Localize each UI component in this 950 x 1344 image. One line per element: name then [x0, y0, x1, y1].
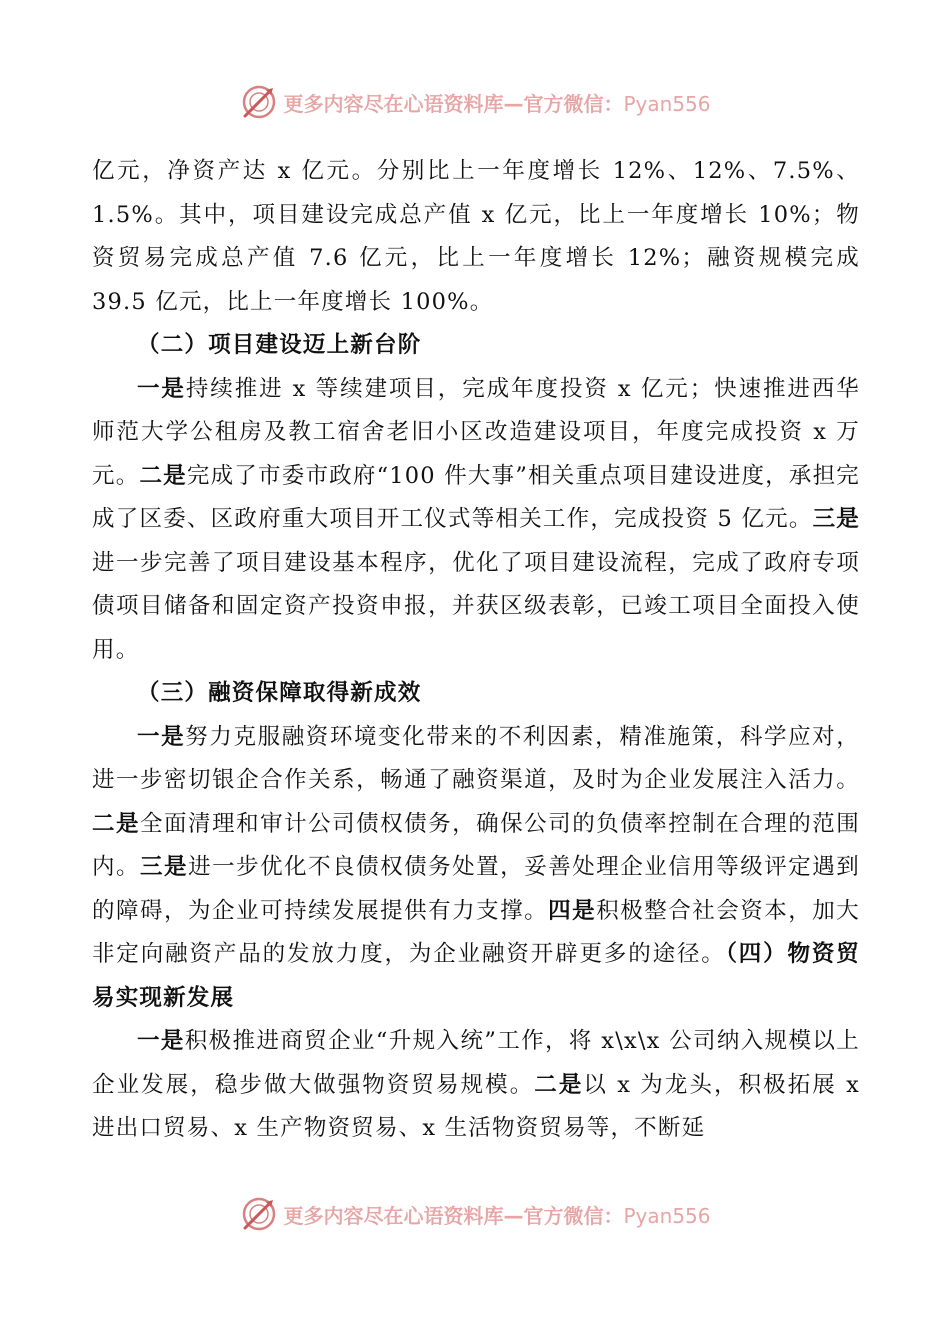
- lead-phrase: 一是: [137, 1028, 185, 1054]
- document-body: [92, 150, 860, 1151]
- paragraph-section-4: [92, 1020, 860, 1151]
- paragraph-section-2: [92, 368, 860, 673]
- body-text: 持续推进 x 等续建项目，完成年度投资 x 亿元；快速推进西华师范大学公租房及教工宿舍老旧小区改造建设项目，年度完成投资 x 万元。: [92, 375, 860, 489]
- wechat-id: Pyan556: [623, 91, 711, 116]
- lead-phrase: 二是: [92, 810, 141, 837]
- lead-phrase: 二是: [534, 1071, 584, 1098]
- lead-phrase: 四是: [548, 897, 597, 924]
- body-text: 以 x 为龙头，积极拓展 x 进出口贸易、x 生产物资贸易、x 生活物资贸易等，不断延: [92, 1071, 860, 1141]
- lead-phrase: 一是: [137, 723, 186, 750]
- body-text: 进一步优化不良债权债务处置，妥善处理企业信用等级评定遇到的障碍，为企业可持续发展提供有力支撑。: [92, 854, 861, 924]
- section-heading-4: （四）物资贸易实现新发展: [92, 941, 860, 1011]
- lead-phrase: 三是: [812, 506, 860, 532]
- wechat-id: Pyan556: [623, 1203, 711, 1228]
- body-text: 积极整合社会资本，加大非定向融资产品的发放力度，为企业融资开辟更多的途径。: [92, 897, 860, 967]
- footer-watermark: [0, 1192, 950, 1236]
- lead-phrase: 一是: [137, 375, 186, 402]
- body-text: 完成了市委市政府“100 件大事”相关重点项目建设进度，承担完成了区委、区政府重大项目开工仪式等相关工作，完成投资 5 亿元。: [92, 462, 861, 532]
- watermark-text: 更多内容尽在心语资料库—官方微信：: [283, 91, 624, 116]
- paragraph-summary: 亿元，净资产达 x 亿元。分别比上一年度增长 12%、12%、7.5%、1.5%。其中，项目建设完成总产值 x 亿元，比上一年度增长 10%；物资贸易完成总产值 7.6 亿元，比上一年度增长 12%；融资规模完成 39.5 亿元，比上一年度增长 100%。: [92, 158, 860, 315]
- logo-icon: [239, 1194, 279, 1234]
- paragraph-section-3: [92, 716, 860, 1021]
- header-watermark: [0, 80, 950, 124]
- lead-phrase: 三是: [140, 854, 189, 880]
- section-heading-3: （三）融资保障取得新成效: [137, 680, 422, 706]
- logo-icon: [239, 82, 279, 122]
- body-text: 进一步完善了项目建设基本程序，优化了项目建设流程，完成了政府专项债项目储备和固定资产投资申报，并获区级表彰，已竣工项目全面投入使用。: [92, 549, 860, 663]
- lead-phrase: 二是: [139, 462, 187, 489]
- body-text: 全面清理和审计公司债权债务，确保公司的负债率控制在合理的范围内。: [92, 810, 860, 880]
- body-text: 积极推进商贸企业“升规入统”工作，将 x\x\x 公司纳入规模以上企业发展，稳步做大做强物资贸易规模。: [92, 1028, 860, 1098]
- body-text: 努力克服融资环境变化带来的不利因素，精准施策，科学应对，进一步密切银企合作关系，畅通了融资渠道，及时为企业发展注入活力。: [92, 723, 860, 793]
- section-heading-2: （二）项目建设迈上新台阶: [137, 332, 422, 358]
- watermark-text: 更多内容尽在心语资料库—官方微信：: [283, 1203, 624, 1228]
